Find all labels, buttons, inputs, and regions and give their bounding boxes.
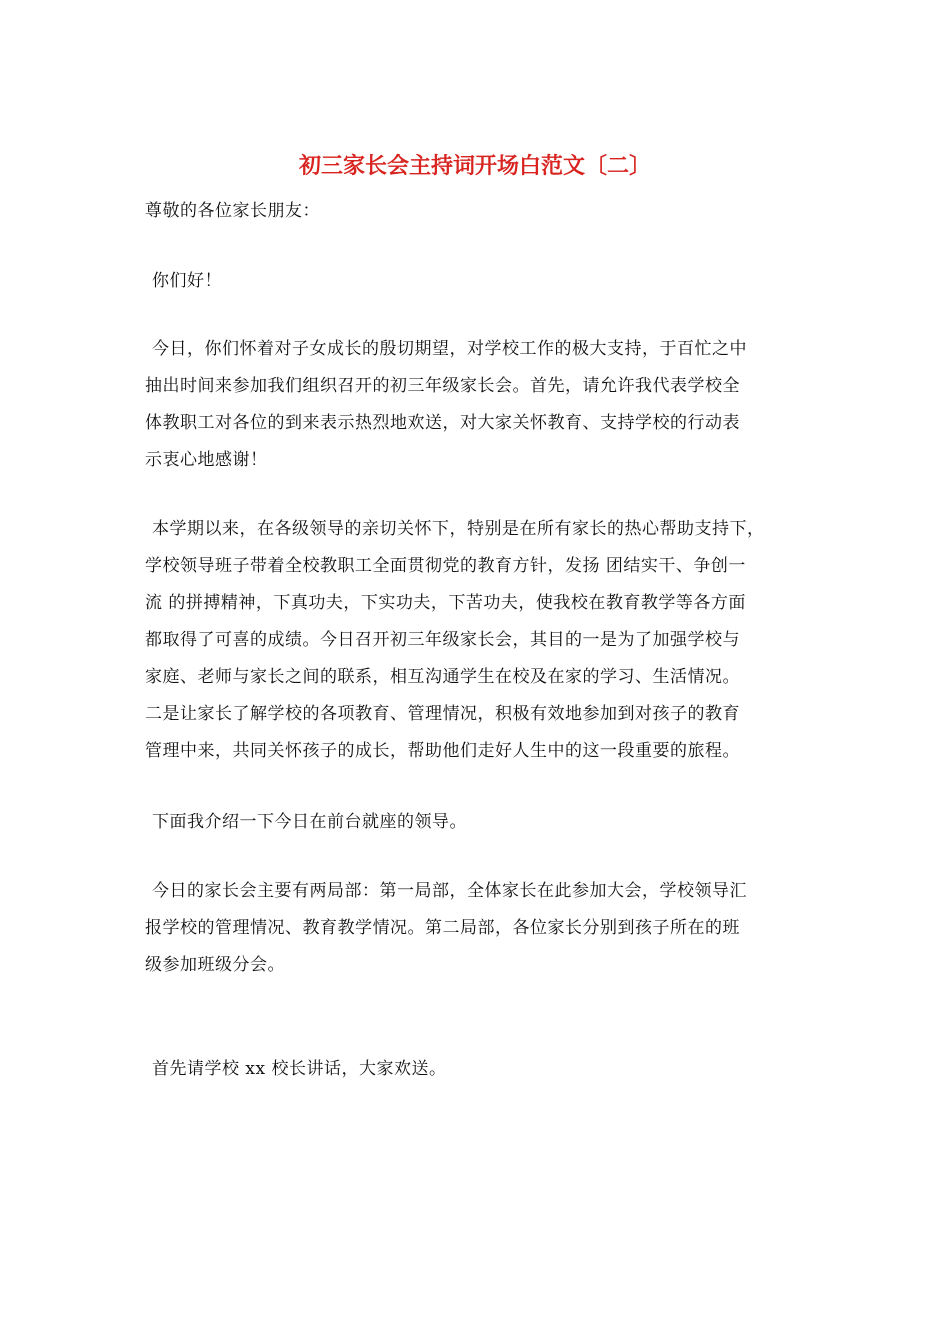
paragraph2-line-4: 都取得了可喜的成绩。今日召开初三年级家长会，其目的一是为了加强学校与 xyxy=(145,630,740,650)
paragraph5-line: 首先请学校 xx 校长讲话，大家欢送。 xyxy=(152,1059,447,1079)
document-title: 初三家长会主持词开场白范文〔二〕 xyxy=(298,153,651,179)
paragraph1-line-3: 体教职工对各位的到来表示热烈地欢送，对大家关怀教育、支持学校的行动表 xyxy=(145,413,740,433)
paragraph2-line-1: 本学期以来，在各级领导的亲切关怀下，特别是在所有家长的热心帮助支持下， xyxy=(152,519,765,539)
paragraph4-line-1: 今日的家长会主要有两局部：第一局部，全体家长在此参加大会，学校领导汇 xyxy=(152,881,747,901)
hello-line: 你们好！ xyxy=(152,271,222,291)
paragraph4-line-3: 级参加班级分会。 xyxy=(145,955,285,975)
paragraph2-line-5: 家庭、老师与家长之间的联系，相互沟通学生在校及在家的学习、生活情况。 xyxy=(145,667,740,687)
paragraph4-line-2: 报学校的管理情况、教育教学情况。第二局部，各位家长分别到孩子所在的班 xyxy=(145,918,740,938)
paragraph2-line-2: 学校领导班子带着全校教职工全面贯彻党的教育方针，发扬 团结实干、争创一 xyxy=(145,556,746,576)
greeting-line: 尊敬的各位家长朋友： xyxy=(145,201,320,221)
paragraph1-line-1: 今日，你们怀着对子女成长的殷切期望，对学校工作的极大支持，于百忙之中 xyxy=(152,339,747,359)
paragraph2-line-3: 流 的拼搏精神，下真功夫，下实功夫，下苦功夫，使我校在教育教学等各方面 xyxy=(145,593,746,613)
paragraph2-line-6: 二是让家长了解学校的各项教育、管理情况，积极有效地参加到对孩子的教育 xyxy=(145,704,740,724)
paragraph1-line-4: 示衷心地感谢！ xyxy=(145,450,268,470)
paragraph2-line-7: 管理中来，共同关怀孩子的成长，帮助他们走好人生中的这一段重要的旅程。 xyxy=(145,741,740,761)
paragraph1-line-2: 抽出时间来参加我们组织召开的初三年级家长会。首先，请允许我代表学校全 xyxy=(145,376,740,396)
paragraph3-line: 下面我介绍一下今日在前台就座的领导。 xyxy=(152,812,467,832)
